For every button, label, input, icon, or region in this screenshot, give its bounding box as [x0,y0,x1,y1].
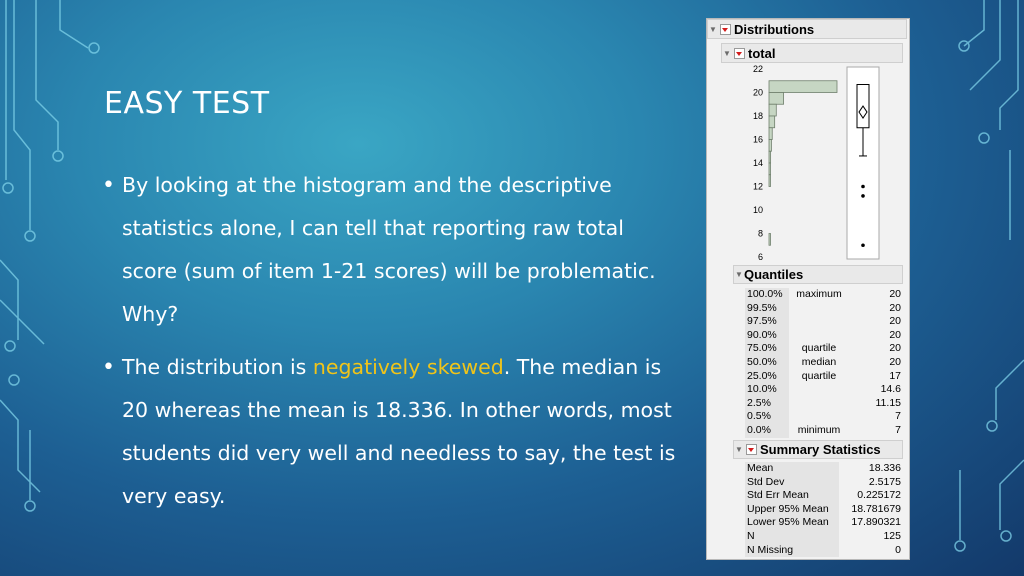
quantile-percent: 10.0% [745,383,789,397]
bullet-text: By looking at the histogram and the descriptive statistics alone, I can tell that reporting raw total score (sum of item 1-21 scores) will be problematic. Why? [122,173,656,326]
summary-value: 125 [883,529,901,542]
bullet-text-end: . The median is 20 whereas the mean is 18.336. In other words, most students did very well and needless to say, the test is very easy. [122,355,676,508]
quantile-value: 20 [889,288,901,300]
summary-label: Lower 95% Mean [745,516,839,530]
histogram-bar [769,128,772,140]
quantile-row [745,329,903,343]
disclosure-icon[interactable]: ▼ [709,24,717,34]
summary-value: 0 [895,543,901,556]
quantile-value: 7 [895,423,901,436]
histogram-bar [769,234,771,246]
quantile-row [745,397,903,411]
quantile-label: median [801,355,837,368]
distributions-header[interactable]: ▼ Distributions [707,19,907,39]
summary-label: Std Err Mean [745,489,839,503]
histogram-bar [769,140,771,152]
quantile-row [745,288,903,302]
summary-row [745,530,903,544]
y-tick-label: 16 [752,134,763,145]
quantile-value: 20 [889,342,901,355]
disclosure-icon[interactable]: ▼ [735,445,743,454]
summary-value: 2.5175 [868,475,901,488]
quantile-row [745,302,903,316]
quantile-percent: 0.5% [745,410,789,424]
histogram-bars [769,81,837,246]
disclosure-icon[interactable]: ▼ [723,48,731,58]
quantile-row [745,370,903,384]
histogram-bar [769,116,775,128]
summary-row [745,489,903,503]
summary-statistics-table [745,462,903,557]
summary-value: 0.225172 [857,489,901,502]
histogram-bar [769,93,784,105]
quantile-label: minimum [797,423,841,436]
summary-value: 17.890321 [851,516,901,529]
summary-value: 18.781679 [851,502,901,515]
quantile-value: 7 [895,410,901,423]
boxplot-outlier [861,243,865,247]
disclosure-icon[interactable]: ▼ [735,270,743,279]
quantile-percent: 90.0% [745,329,789,343]
histogram-bar [769,163,771,175]
y-axis [753,64,763,262]
quantile-value: 20 [889,355,901,368]
quantile-percent: 100.0% [745,288,789,302]
summary-label: Std Dev [745,476,839,490]
quantile-percent: 99.5% [745,302,789,316]
quantile-label [789,302,849,316]
quantile-percent: 2.5% [745,397,789,411]
quantile-value: 20 [889,328,901,341]
total-header[interactable]: ▼ total [721,43,903,63]
y-tick-label: 18 [752,111,763,121]
quantile-percent: 50.0% [745,356,789,370]
quantiles-table [745,288,903,438]
summary-statistics-header[interactable]: ▼ Summary Statistics [733,440,903,459]
y-tick-label: 12 [752,181,763,192]
quantile-row [745,315,903,329]
quantile-label: quartile [801,369,837,382]
y-tick-label: 20 [752,87,763,98]
histogram-chart [707,19,909,269]
bullet-dot-icon: • [102,355,115,380]
summary-label: N [745,530,839,544]
bullet-list [102,164,682,528]
quantile-value: 14.6 [880,383,901,396]
quantile-row [745,383,903,397]
slide-title: EASY TEST [104,86,270,121]
highlight-text: negatively skewed [312,355,504,379]
y-tick-label: 10 [752,205,763,215]
quantile-row [745,342,903,356]
quantile-percent: 97.5% [745,315,789,329]
boxplot-outlier [861,194,865,198]
jmp-report-panel [706,18,910,560]
boxplot-outlier [861,185,865,189]
bullet-item [102,164,682,336]
quantile-label [789,315,849,329]
quantile-label [789,410,849,424]
bullet-text-start: The distribution is [122,355,313,379]
y-tick-label: 14 [752,158,763,168]
histogram-bar [769,175,771,187]
quantile-row [745,356,903,370]
summary-value: 18.336 [868,462,901,474]
summary-row [745,503,903,517]
quantile-label: maximum [796,288,842,300]
quantile-label: quartile [801,342,837,355]
quantile-row [745,410,903,424]
quantile-value: 17 [889,369,901,382]
quantile-label [789,329,849,343]
quantiles-header[interactable]: ▼ Quantiles [733,265,903,284]
bullet-text [122,346,682,518]
bullet-dot-icon: • [102,173,115,198]
red-triangle-menu-icon[interactable] [746,444,757,455]
bullet-item [102,346,682,518]
quantile-value: 11.15 [875,396,901,409]
quantile-value: 20 [889,315,901,328]
y-tick-label: 6 [757,252,763,262]
y-tick-label: 8 [757,228,763,239]
summary-row [745,544,903,558]
summary-row [745,462,903,476]
quantile-row [745,424,903,438]
quantile-percent: 0.0% [745,424,789,438]
quantile-label [789,383,849,397]
quantile-label [789,397,849,411]
y-tick-label: 22 [752,64,763,74]
summary-row [745,516,903,530]
quantile-value: 20 [889,301,901,314]
quantile-percent: 75.0% [745,342,789,356]
summary-label: N Missing [745,544,839,558]
summary-label: Mean [745,462,839,476]
histogram-bar [769,104,776,116]
histogram-bar [769,81,837,93]
summary-row [745,476,903,490]
quantile-percent: 25.0% [745,370,789,384]
summary-label: Upper 95% Mean [745,503,839,517]
histogram-bar [769,151,771,163]
